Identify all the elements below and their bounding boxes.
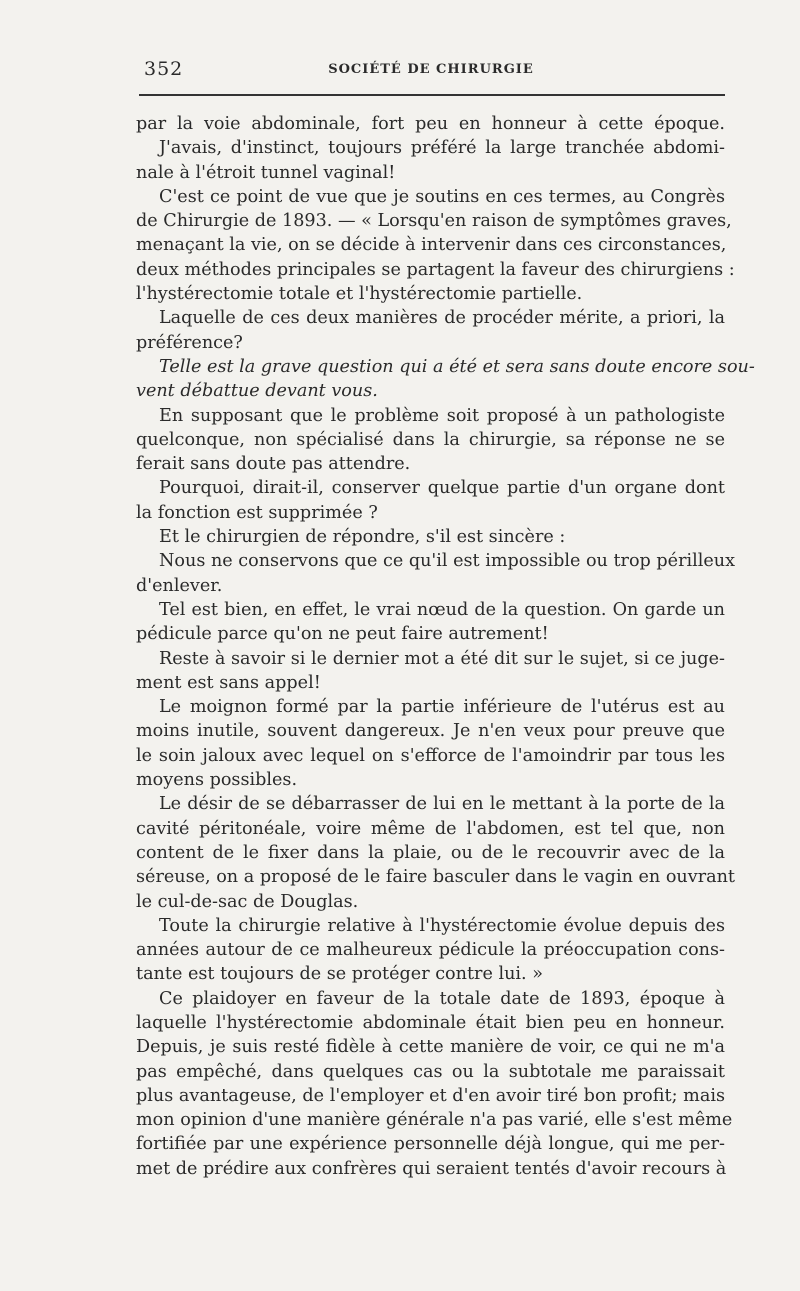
text-line: Le moignon formé par la partie inférieure de l'utérus est au [159, 697, 725, 718]
text-line: En supposant que le problème soit proposé à un pathologiste [159, 405, 725, 426]
header-rule [139, 94, 725, 96]
text-line: content de le fixer dans la plaie, ou de le recouvrir avec de la [136, 842, 725, 863]
text-line: C'est ce point de vue que je soutins en ces termes, au Congrès [159, 186, 725, 207]
text-line: Depuis, je suis resté fidèle à cette manière de voir, ce qui ne m'a [136, 1037, 725, 1058]
page-number: 352 [144, 58, 184, 80]
text-line: cavité péritonéale, voire même de l'abdomen, est tel que, non [136, 818, 725, 839]
text-line: préférence? [136, 332, 243, 353]
text-line: fortifiée par une expérience personnelle déjà longue, qui me per- [136, 1134, 725, 1155]
body-text [136, 112, 755, 1181]
text-line: J'avais, d'instinct, toujours préféré la large tranchée abdomi- [159, 138, 725, 159]
text-line: deux méthodes principales se partagent la faveur des chirurgiens : [136, 259, 735, 280]
text-line: Telle est la grave question qui a été et sera sans doute encore sou- [159, 356, 755, 377]
text-line: moyens possibles. [136, 770, 298, 791]
text-line: Le désir de se débarrasser de lui en le mettant à la porte de la [159, 794, 725, 815]
text-line: Pourquoi, dirait-il, conserver quelque partie d'un organe dont [159, 478, 725, 499]
text-line: de Chirurgie de 1893. — « Lorsqu'en raison de symptômes graves, [136, 211, 732, 232]
text-line: Laquelle de ces deux manières de procéder mérite, a priori, la [159, 308, 725, 329]
text-line: le cul-de-sac de Douglas. [136, 891, 359, 912]
text-line: nale à l'étroit tunnel vaginal! [136, 162, 396, 183]
text-line: plus avantageuse, de l'employer et d'en avoir tiré bon profit; mais [136, 1085, 725, 1106]
text-line: moins inutile, souvent dangereux. Je n'en veux pour preuve que [136, 721, 725, 742]
text-line: par la voie abdominale, fort peu en honneur à cette époque. [136, 114, 725, 134]
text-line: Et le chirurgien de répondre, s'il est sincère : [159, 527, 566, 548]
text-line: quelconque, non spécialisé dans la chirurgie, sa réponse ne se [136, 429, 725, 450]
text-line: Nous ne conservons que ce qu'il est impossible ou trop périlleux [159, 551, 736, 572]
text-line: d'enlever. [136, 575, 223, 596]
text-line: pas empêché, dans quelques cas ou la subtotale me paraissait [136, 1061, 725, 1082]
text-line: laquelle l'hystérectomie abdominale était bien peu en honneur. [136, 1012, 725, 1033]
text-line: l'hystérectomie totale et l'hystérectomie partielle. [136, 284, 583, 305]
text-line: ferait sans doute pas attendre. [136, 454, 411, 475]
text-line: vent débattue devant vous. [136, 381, 378, 402]
text-line: Tel est bien, en effet, le vrai nœud de la question. On garde un [159, 599, 725, 620]
text-line: met de prédire aux confrères qui seraient tentés d'avoir recours à [136, 1158, 727, 1179]
text-line: Reste à savoir si le dernier mot a été dit sur le sujet, si ce juge- [159, 648, 725, 669]
running-title: SOCIÉTÉ DE CHIRURGIE [328, 62, 534, 77]
text-line: le soin jaloux avec lequel on s'efforce de l'amoindrir par tous les [136, 745, 725, 766]
text-line: la fonction est supprimée ? [136, 502, 378, 523]
text-line: années autour de ce malheureux pédicule la préoccupation cons- [136, 940, 725, 961]
text-line: mon opinion d'une manière générale n'a pas varié, elle s'est même [136, 1110, 733, 1131]
page-header [136, 56, 726, 86]
text-line: tante est toujours de se protéger contre lui. » [136, 964, 543, 985]
text-line: Ce plaidoyer en faveur de la totale date de 1893, époque à [159, 988, 725, 1009]
text-line: menaçant la vie, on se décide à intervenir dans ces circonstances, [136, 235, 727, 256]
text-line: ment est sans appel! [136, 672, 321, 693]
text-line: pédicule parce qu'on ne peut faire autrement! [136, 624, 549, 645]
text-line: séreuse, on a proposé de le faire basculer dans le vagin en ouvrant [136, 867, 735, 888]
text-line: Toute la chirurgie relative à l'hystérectomie évolue depuis des [159, 915, 725, 936]
